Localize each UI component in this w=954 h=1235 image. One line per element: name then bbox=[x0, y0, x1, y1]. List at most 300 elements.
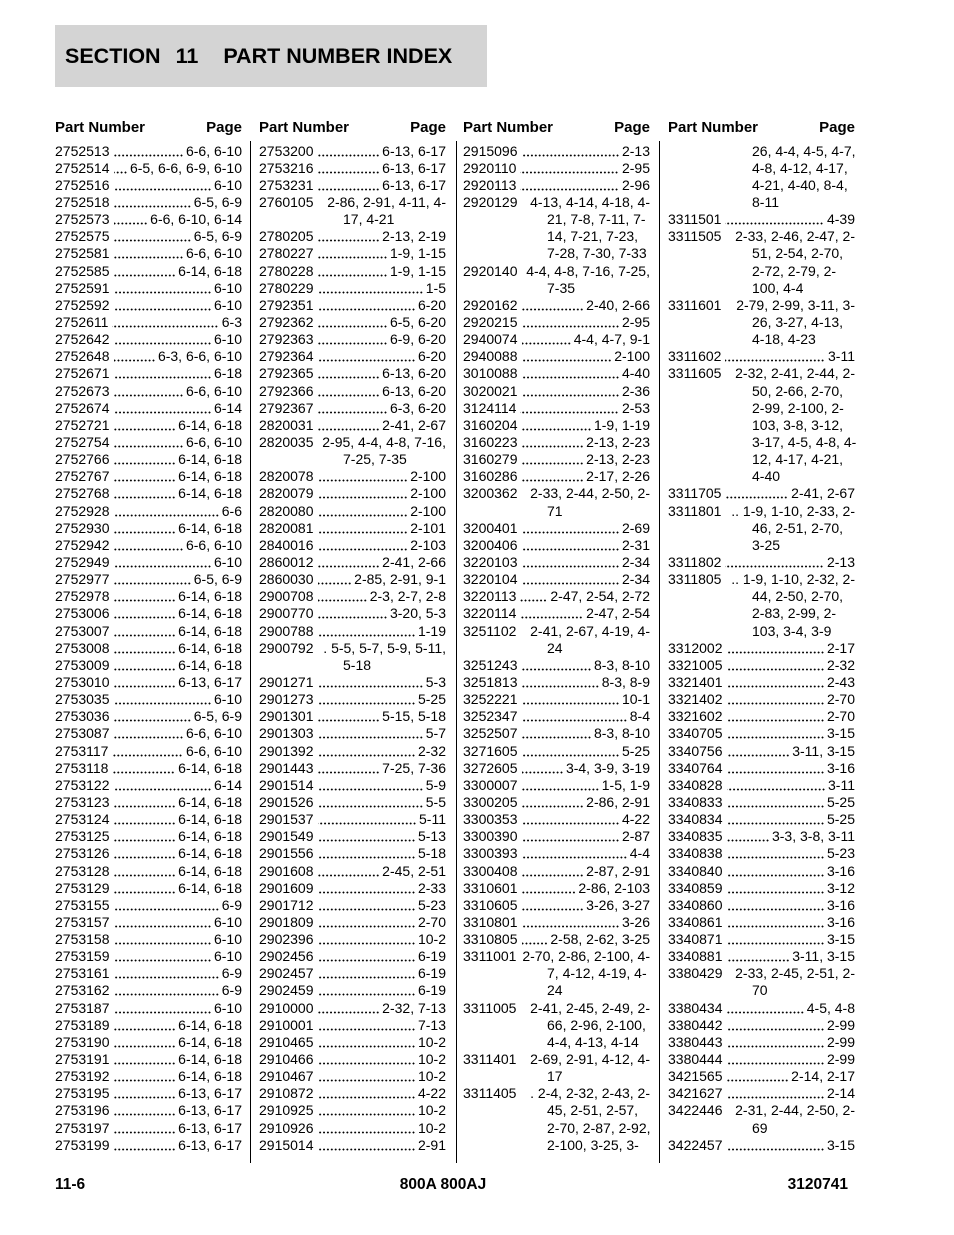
page-references: 5-5 bbox=[425, 793, 446, 810]
entry-line bbox=[668, 760, 855, 777]
dot-leader bbox=[114, 554, 211, 571]
index-entry bbox=[463, 931, 650, 948]
entry-line bbox=[55, 640, 242, 657]
dot-leader bbox=[114, 982, 219, 999]
entry-line bbox=[668, 948, 855, 965]
page-references: 2-69 bbox=[621, 519, 650, 536]
entry-line-continued bbox=[668, 451, 855, 468]
part-number: 3311005 bbox=[463, 999, 517, 1016]
dot-leader bbox=[522, 931, 548, 948]
index-entry bbox=[55, 485, 242, 502]
part-number: 2753161 bbox=[55, 965, 110, 982]
entry-line bbox=[463, 194, 650, 211]
entry-line bbox=[463, 485, 650, 502]
part-number: 3380429 bbox=[668, 965, 723, 982]
dot-leader bbox=[318, 914, 415, 931]
part-number: 2902396 bbox=[259, 931, 314, 948]
index-entry bbox=[668, 1137, 855, 1154]
part-number: 2910465 bbox=[259, 1033, 314, 1050]
entry-line bbox=[259, 708, 446, 725]
index-entry bbox=[668, 1085, 855, 1102]
entry-line bbox=[259, 331, 446, 348]
dot-leader bbox=[318, 1000, 380, 1017]
part-number: 3160286 bbox=[463, 468, 518, 485]
entry-line bbox=[668, 1068, 855, 1085]
index-entry bbox=[668, 485, 855, 502]
index-entry bbox=[55, 863, 242, 880]
entry-line bbox=[55, 211, 242, 228]
dot-leader bbox=[114, 588, 176, 605]
entry-line bbox=[668, 657, 855, 674]
page-references: . 5-5, 5-7, 5-9, 5-11, bbox=[323, 639, 446, 656]
entry-line-continued bbox=[259, 657, 446, 674]
dot-leader bbox=[114, 1137, 176, 1154]
part-number: 2901608 bbox=[259, 862, 314, 879]
page-references: 2-86, 2-91 bbox=[586, 793, 650, 810]
page-references: 1-5, 1-9 bbox=[601, 776, 650, 793]
entry-line-continued bbox=[668, 383, 855, 400]
part-number: 3160204 bbox=[463, 416, 518, 433]
page-references: 2-13, 2-19 bbox=[382, 228, 446, 245]
page-references: 46, 2-51, 2-70, bbox=[752, 519, 844, 536]
page-references: 6-14, 6-18 bbox=[178, 622, 242, 639]
dot-leader bbox=[522, 743, 619, 760]
dot-leader bbox=[318, 880, 415, 897]
entry-line-continued bbox=[259, 451, 446, 468]
index-entry bbox=[55, 794, 242, 811]
entry-line bbox=[668, 743, 855, 760]
index-entry bbox=[668, 297, 855, 348]
entry-line bbox=[463, 434, 650, 451]
index-entry bbox=[259, 845, 446, 862]
entry-line bbox=[259, 537, 446, 554]
entry-line bbox=[259, 263, 446, 280]
entry-line bbox=[668, 914, 855, 931]
index-entry bbox=[55, 194, 242, 211]
page-references: 2-32, 2-41, 2-44, 2- bbox=[735, 365, 855, 382]
page-references: 2-47, 2-54 bbox=[586, 605, 650, 622]
index-entry bbox=[259, 588, 446, 605]
entry-line bbox=[259, 931, 446, 948]
entry-line bbox=[55, 1068, 242, 1085]
page-references: 6-14, 6-18 bbox=[178, 416, 242, 433]
page-references: 6-14, 6-18 bbox=[178, 828, 242, 845]
entry-line bbox=[259, 588, 446, 605]
dot-leader bbox=[318, 245, 387, 262]
entry-line-continued bbox=[463, 982, 650, 999]
page-references: 6-13, 6-17 bbox=[178, 1085, 242, 1102]
entry-line bbox=[463, 314, 650, 331]
page-references: 5-25 bbox=[621, 742, 650, 759]
part-number: 2753190 bbox=[55, 1033, 110, 1050]
part-number: 2792351 bbox=[259, 296, 314, 313]
index-entry bbox=[463, 880, 650, 897]
entry-line bbox=[55, 828, 242, 845]
page-references: 6-10 bbox=[213, 931, 242, 948]
index-entry bbox=[259, 1017, 446, 1034]
page-references: 6-6, 6-10 bbox=[185, 433, 242, 450]
index-entry bbox=[463, 297, 650, 314]
index-entries bbox=[259, 143, 446, 1154]
part-number: 3300408 bbox=[463, 862, 518, 879]
index-entry bbox=[463, 845, 650, 862]
part-number: 2753128 bbox=[55, 862, 110, 879]
dot-leader bbox=[727, 863, 824, 880]
index-entry bbox=[55, 828, 242, 845]
entry-line-continued bbox=[463, 211, 650, 228]
index-entry bbox=[668, 365, 855, 485]
entry-line bbox=[463, 623, 650, 640]
page-references: 2-47, 2-54, 2-72 bbox=[550, 588, 650, 605]
page-references: 17, 4-21 bbox=[343, 211, 395, 228]
page-references: 6-5, 6-9 bbox=[193, 708, 242, 725]
dot-leader bbox=[114, 537, 183, 554]
index-entry bbox=[668, 794, 855, 811]
entry-line bbox=[668, 880, 855, 897]
entry-line bbox=[259, 160, 446, 177]
part-number: 3220103 bbox=[463, 553, 518, 570]
dot-leader bbox=[114, 794, 176, 811]
dot-leader bbox=[114, 605, 176, 622]
dot-leader bbox=[318, 177, 380, 194]
dot-leader bbox=[727, 708, 824, 725]
page-references: 2-14 bbox=[826, 1085, 855, 1102]
dot-leader bbox=[114, 965, 219, 982]
entry-line bbox=[463, 880, 650, 897]
page-references: 51, 2-54, 2-70, bbox=[752, 245, 844, 262]
page-references: 3-26, 3-27 bbox=[586, 896, 650, 913]
index-entry bbox=[668, 1034, 855, 1051]
part-number: 2753009 bbox=[55, 656, 110, 673]
index-entry bbox=[55, 451, 242, 468]
dot-leader bbox=[114, 1068, 176, 1085]
entry-line bbox=[668, 1051, 855, 1068]
entry-line bbox=[55, 400, 242, 417]
entry-line bbox=[259, 1137, 446, 1154]
part-number: 2902457 bbox=[259, 965, 314, 982]
dot-leader bbox=[114, 725, 183, 742]
index-entry bbox=[259, 863, 446, 880]
entry-line bbox=[668, 1137, 855, 1154]
part-number: 2752573 bbox=[55, 211, 110, 228]
page-references: 4-13, 4-14, 4-18, 4- bbox=[530, 194, 650, 211]
entry-line bbox=[463, 743, 650, 760]
entry-line-continued bbox=[668, 177, 855, 194]
page-references: 2-72, 2-79, 2- bbox=[752, 262, 837, 279]
index-entry bbox=[259, 485, 446, 502]
index-entry bbox=[259, 605, 446, 622]
part-number: 2753162 bbox=[55, 982, 110, 999]
part-number: 2820031 bbox=[259, 416, 314, 433]
entry-line bbox=[259, 400, 446, 417]
part-number: 2901712 bbox=[259, 896, 314, 913]
page-references: 3-4, 3-9, 3-19 bbox=[565, 759, 650, 776]
dot-leader bbox=[520, 160, 619, 177]
entry-line bbox=[55, 571, 242, 588]
dot-leader bbox=[318, 280, 423, 297]
index-entry bbox=[259, 1120, 446, 1137]
page-references: 26, 3-27, 4-13, bbox=[752, 314, 844, 330]
dot-leader bbox=[114, 571, 191, 588]
part-number: 3311805 bbox=[668, 571, 722, 588]
entry-line bbox=[259, 554, 446, 571]
dot-leader bbox=[522, 794, 584, 811]
dot-leader bbox=[114, 880, 176, 897]
entry-line bbox=[55, 588, 242, 605]
dot-leader bbox=[522, 143, 619, 160]
page-references: 6-14, 6-18 bbox=[178, 468, 242, 485]
index-entry bbox=[668, 211, 855, 228]
index-entry bbox=[463, 674, 650, 691]
entry-line bbox=[668, 777, 855, 794]
part-number: 2910001 bbox=[259, 1016, 314, 1033]
page-references: 6-10 bbox=[213, 331, 242, 348]
index-entry bbox=[259, 571, 446, 588]
index-entry bbox=[259, 177, 446, 194]
part-number: 2753197 bbox=[55, 1119, 110, 1136]
page-references: 5-23 bbox=[417, 896, 446, 913]
dot-leader bbox=[112, 760, 175, 777]
page-references: 3-3, 3-8, 3-11 bbox=[771, 828, 855, 845]
dot-leader bbox=[727, 1017, 824, 1034]
dot-leader bbox=[318, 623, 415, 640]
page-references: 2-32, 7-13 bbox=[382, 999, 446, 1016]
entry-line bbox=[259, 1051, 446, 1068]
dot-leader bbox=[318, 931, 415, 948]
entry-line-continued bbox=[463, 245, 650, 262]
index-entry bbox=[259, 537, 446, 554]
entry-line bbox=[55, 503, 242, 520]
part-number: 2753007 bbox=[55, 622, 110, 639]
index-entry bbox=[259, 743, 446, 760]
page-references: 6-6, 6-10 bbox=[185, 742, 242, 759]
part-number: 3312002 bbox=[668, 639, 723, 656]
page-references: 2-14, 2-17 bbox=[791, 1068, 855, 1085]
entry-line bbox=[463, 451, 650, 468]
entry-line bbox=[55, 177, 242, 194]
entry-line bbox=[259, 520, 446, 537]
page-references: 100, 4-4 bbox=[752, 279, 804, 296]
page-references: 1-5 bbox=[425, 279, 446, 296]
index-entry bbox=[259, 1051, 446, 1068]
entry-line bbox=[259, 1068, 446, 1085]
part-number: 2920162 bbox=[463, 296, 518, 313]
index-entry bbox=[55, 760, 242, 777]
part-number: 2920110 bbox=[463, 159, 517, 176]
part-number: 2940088 bbox=[463, 348, 518, 365]
index-entry bbox=[55, 263, 242, 280]
part-number: 2752575 bbox=[55, 228, 110, 245]
part-number-heading: Part Number bbox=[668, 119, 759, 136]
dot-leader bbox=[114, 1120, 176, 1137]
dot-leader bbox=[522, 880, 576, 897]
part-number: 3340834 bbox=[668, 811, 723, 828]
dot-leader bbox=[318, 331, 387, 348]
entry-line bbox=[55, 811, 242, 828]
entry-line-continued bbox=[463, 1034, 650, 1051]
page-references: 2-45, 2-51 bbox=[382, 862, 446, 879]
entry-line bbox=[55, 605, 242, 622]
part-number: 3340828 bbox=[668, 776, 723, 793]
dot-leader bbox=[318, 794, 423, 811]
part-number: 2901809 bbox=[259, 913, 314, 930]
index-entry bbox=[668, 1102, 855, 1136]
page-references: 2-33, 2-46, 2-47, 2- bbox=[735, 228, 855, 245]
index-entry bbox=[668, 914, 855, 931]
page-references: 2-85, 2-91, 9-1 bbox=[354, 571, 446, 588]
page-references: 7-35 bbox=[547, 279, 576, 296]
part-number: 2753158 bbox=[55, 931, 110, 948]
page-references: 8-4 bbox=[629, 708, 650, 725]
entry-line-continued bbox=[463, 640, 650, 657]
dot-leader bbox=[522, 383, 619, 400]
dot-leader bbox=[522, 897, 584, 914]
page-references: 3-15 bbox=[826, 931, 855, 948]
page-references: 7-25, 7-36 bbox=[382, 759, 446, 776]
part-number: 3300393 bbox=[463, 845, 518, 862]
part-number: 2902459 bbox=[259, 982, 314, 999]
entry-line bbox=[259, 143, 446, 160]
dot-leader bbox=[727, 725, 824, 742]
page-references: 10-2 bbox=[417, 1033, 446, 1050]
part-number: 3220104 bbox=[463, 571, 518, 588]
index-entry bbox=[668, 863, 855, 880]
entry-line bbox=[463, 1051, 650, 1068]
index-entry bbox=[259, 365, 446, 382]
part-number: 2752671 bbox=[55, 365, 110, 382]
page-references: 44, 2-50, 2-70, bbox=[752, 588, 844, 605]
dot-leader bbox=[114, 914, 211, 931]
dot-leader bbox=[522, 914, 619, 931]
page-references: 6-14, 6-18 bbox=[178, 639, 242, 656]
index-entry bbox=[463, 760, 650, 777]
index-entry bbox=[463, 811, 650, 828]
dot-leader bbox=[318, 588, 367, 605]
entry-line bbox=[668, 348, 855, 365]
dot-leader bbox=[114, 1000, 211, 1017]
entry-line bbox=[259, 280, 446, 297]
dot-leader bbox=[318, 777, 423, 794]
dot-leader bbox=[114, 400, 211, 417]
index-entry bbox=[668, 965, 855, 999]
dot-leader bbox=[522, 537, 619, 554]
part-number: 2901303 bbox=[259, 725, 314, 742]
dot-leader bbox=[318, 982, 415, 999]
entry-line bbox=[55, 537, 242, 554]
entry-line-continued bbox=[463, 1120, 650, 1137]
part-number: 2753216 bbox=[259, 159, 314, 176]
part-number: 3311505 bbox=[668, 228, 722, 245]
entry-line bbox=[259, 691, 446, 708]
part-number: 2752513 bbox=[55, 142, 110, 159]
dot-leader bbox=[318, 400, 387, 417]
part-number: 3160279 bbox=[463, 451, 518, 468]
entry-line bbox=[55, 331, 242, 348]
part-number: 2910467 bbox=[259, 1068, 314, 1085]
index-entry bbox=[55, 657, 242, 674]
part-number: 2901537 bbox=[259, 811, 314, 828]
part-number: 2753231 bbox=[259, 176, 314, 193]
part-number: 2910926 bbox=[259, 1119, 314, 1136]
entry-line bbox=[463, 365, 650, 382]
page-references: 6-5, 6-6, 6-9, 6-10 bbox=[129, 159, 242, 176]
index-entry bbox=[55, 640, 242, 657]
entry-line-continued bbox=[668, 417, 855, 434]
entry-line-continued bbox=[259, 211, 446, 228]
entry-line bbox=[463, 537, 650, 554]
entry-line bbox=[463, 160, 650, 177]
entry-line bbox=[668, 691, 855, 708]
part-number: 3252221 bbox=[463, 691, 518, 708]
index-entry bbox=[668, 348, 855, 365]
index-entry bbox=[55, 571, 242, 588]
entry-line bbox=[259, 1034, 446, 1051]
page-references: 6-14, 6-18 bbox=[178, 793, 242, 810]
dot-leader bbox=[727, 845, 824, 862]
dot-leader bbox=[114, 811, 176, 828]
part-number: 2780228 bbox=[259, 262, 314, 279]
index-entry bbox=[259, 160, 446, 177]
part-number: 3251813 bbox=[463, 673, 518, 690]
entry-line-continued bbox=[668, 314, 855, 331]
part-number: 2753036 bbox=[55, 708, 110, 725]
page-references: 3-12 bbox=[826, 879, 855, 896]
index-column-2 bbox=[259, 119, 446, 1153]
page-references: 2-87 bbox=[621, 828, 650, 845]
dot-leader bbox=[114, 948, 211, 965]
part-number: 2780229 bbox=[259, 279, 314, 296]
entry-line-continued bbox=[668, 400, 855, 417]
part-number: 2753159 bbox=[55, 948, 110, 965]
page-references: 5-25 bbox=[826, 793, 855, 810]
part-number: 3311001 bbox=[463, 948, 517, 965]
part-number: 2840016 bbox=[259, 536, 314, 553]
page-references: 5-13 bbox=[417, 828, 446, 845]
index-entry bbox=[259, 982, 446, 999]
page-references: 4-4, 4-7, 9-1 bbox=[573, 331, 650, 348]
entry-line-continued bbox=[668, 434, 855, 451]
page-references: 2-86, 2-103 bbox=[578, 879, 650, 896]
dot-leader bbox=[318, 263, 387, 280]
page-references: 71 bbox=[547, 502, 563, 519]
part-number: 2753124 bbox=[55, 811, 110, 828]
page-references: 4-4, 4-8, 7-16, 7-25, bbox=[526, 262, 650, 279]
part-number: 3010088 bbox=[463, 365, 518, 382]
part-number: 2910000 bbox=[259, 999, 314, 1016]
part-number: 3340881 bbox=[668, 948, 723, 965]
page-references: 6-3, 6-20 bbox=[389, 399, 446, 416]
dot-leader bbox=[318, 674, 423, 691]
page-references: 70 bbox=[752, 982, 768, 999]
dot-leader bbox=[318, 417, 380, 434]
page-references: 6-10 bbox=[213, 691, 242, 708]
dot-leader bbox=[318, 314, 387, 331]
dot-leader bbox=[522, 657, 591, 674]
entry-line bbox=[668, 863, 855, 880]
page-references: 2-103 bbox=[410, 536, 446, 553]
part-number: 2753192 bbox=[55, 1068, 110, 1085]
entry-line-continued bbox=[668, 588, 855, 605]
index-entry bbox=[463, 537, 650, 554]
page-references: 6-14, 6-18 bbox=[178, 1016, 242, 1033]
page-references: 10-2 bbox=[417, 1102, 446, 1119]
page-references: 6-9, 6-20 bbox=[389, 331, 446, 348]
part-number: 3340833 bbox=[668, 793, 723, 810]
part-number: 3310805 bbox=[463, 931, 518, 948]
dot-leader bbox=[522, 314, 619, 331]
index-entry bbox=[668, 760, 855, 777]
page-references: 24 bbox=[547, 982, 563, 999]
